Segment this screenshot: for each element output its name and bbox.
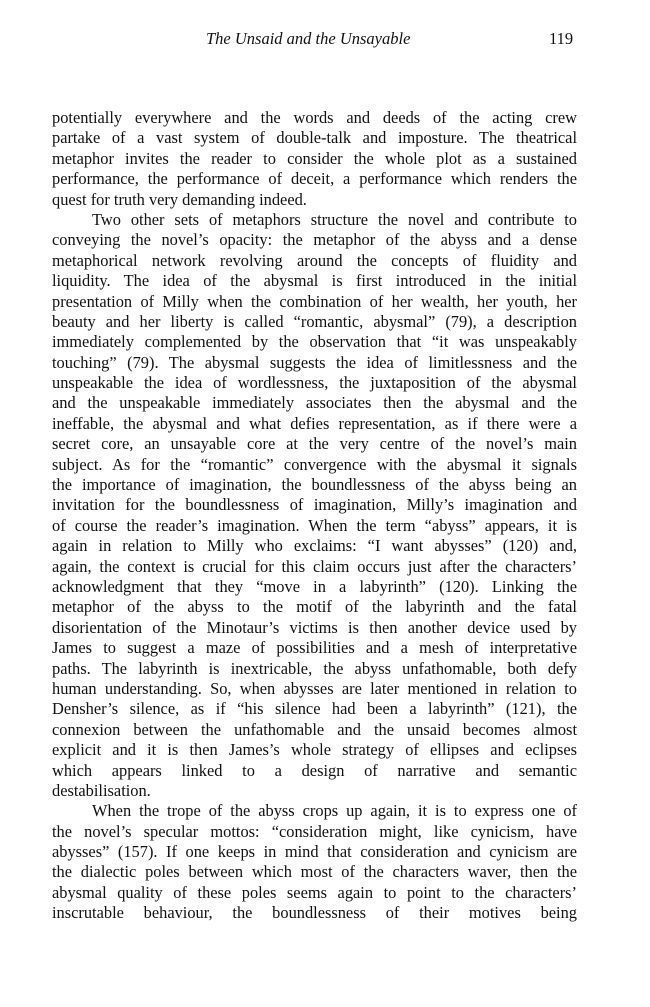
text-line: presentation of Milly when the combination of her wealth, her youth, her xyxy=(52,291,577,311)
text-line: human understanding. So, when abysses are later mentioned in relation to xyxy=(52,678,577,698)
text-line: Two other sets of metaphors structure the novel and contribute to xyxy=(92,209,577,229)
text-line: which appears linked to a design of narrative and semantic xyxy=(52,760,577,780)
text-line: Densher’s silence, as if “his silence had been a labyrinth” (121), the xyxy=(52,699,577,719)
text-line: immediately complemented by the observation that “it was unspeakably xyxy=(52,332,577,352)
page-header xyxy=(0,29,650,51)
text-line: touching” (79). The abysmal suggests the idea of limitlessness and the xyxy=(52,352,577,372)
running-title: The Unsaid and the Unsayable xyxy=(206,29,411,48)
text-line: abysmal quality of these poles seems again to point to the characters’ xyxy=(52,882,577,902)
text-line: invitation for the boundlessness of imagination, Milly’s imagination and xyxy=(52,495,577,515)
text-line: secret core, an unsayable core at the very centre of the novel’s main xyxy=(52,434,577,454)
text-line: again in relation to Milly who exclaims: “I want abysses” (120) and, xyxy=(52,536,577,556)
text-line: James to suggest a maze of possibilities and a mesh of interpretative xyxy=(52,638,577,658)
page-number: 119 xyxy=(549,29,574,48)
text-line: beauty and her liberty is called “romantic, abysmal” (79), a description xyxy=(52,311,577,331)
paragraph xyxy=(52,108,577,210)
text-line: of course the reader’s imagination. When the term “abyss” appears, it is xyxy=(52,515,577,535)
text-line: subject. As for the “romantic” convergence with the abysmal it signals xyxy=(52,454,577,474)
text-line: acknowledgment that they “move in a labyrinth” (120). Linking the xyxy=(52,576,577,596)
text-line: destabilisation. xyxy=(52,780,151,800)
text-line: quest for truth very demanding indeed. xyxy=(52,189,307,209)
text-line: conveying the novel’s opacity: the metaphor of the abyss and a dense xyxy=(52,230,577,250)
text-line: abysses” (157). If one keeps in mind that consideration and cynicism are xyxy=(52,842,577,862)
text-line: performance, the performance of deceit, a performance which renders the xyxy=(52,169,577,189)
paragraph xyxy=(52,801,577,923)
text-line: disorientation of the Minotaur’s victims is then another device used by xyxy=(52,617,577,637)
text-line: When the trope of the abyss crops up again, it is to express one of xyxy=(92,801,577,821)
text-line: metaphor of the abyss to the motif of the labyrinth and the fatal xyxy=(52,597,577,617)
text-line: metaphor invites the reader to consider the whole plot as a sustained xyxy=(52,148,577,168)
paragraph xyxy=(52,210,577,801)
text-line: inscrutable behaviour, the boundlessness of their motives being xyxy=(52,903,577,923)
text-line: the importance of imagination, the boundlessness of the abyss being an xyxy=(52,475,577,495)
text-line: partake of a vast system of double-talk and imposture. The theatrical xyxy=(52,128,577,148)
text-line: potentially everywhere and the words and deeds of the acting crew xyxy=(52,108,577,127)
text-line: metaphorical network revolving around the concepts of fluidity and xyxy=(52,250,577,270)
text-line: paths. The labyrinth is inextricable, the abyss unfathomable, both defy xyxy=(52,658,577,678)
text-line: again, the context is crucial for this claim occurs just after the characters’ xyxy=(52,556,577,576)
text-line: ineffable, the abysmal and what defies representation, as if there were a xyxy=(52,413,577,433)
text-line: explicit and it is then James’s whole strategy of ellipses and eclipses xyxy=(52,740,577,760)
body-text xyxy=(52,108,577,924)
text-line: the dialectic poles between which most of the characters waver, then the xyxy=(52,862,577,882)
text-line: liquidity. The idea of the abysmal is first introduced in the initial xyxy=(52,271,577,291)
text-line: and the unspeakable immediately associates then the abysmal and the xyxy=(52,393,577,413)
text-line: connexion between the unfathomable and the unsaid becomes almost xyxy=(52,719,577,739)
text-line: unspeakable the idea of wordlessness, the juxtaposition of the abysmal xyxy=(52,373,577,393)
text-line: the novel’s specular mottos: “consideration might, like cynicism, have xyxy=(52,821,577,841)
